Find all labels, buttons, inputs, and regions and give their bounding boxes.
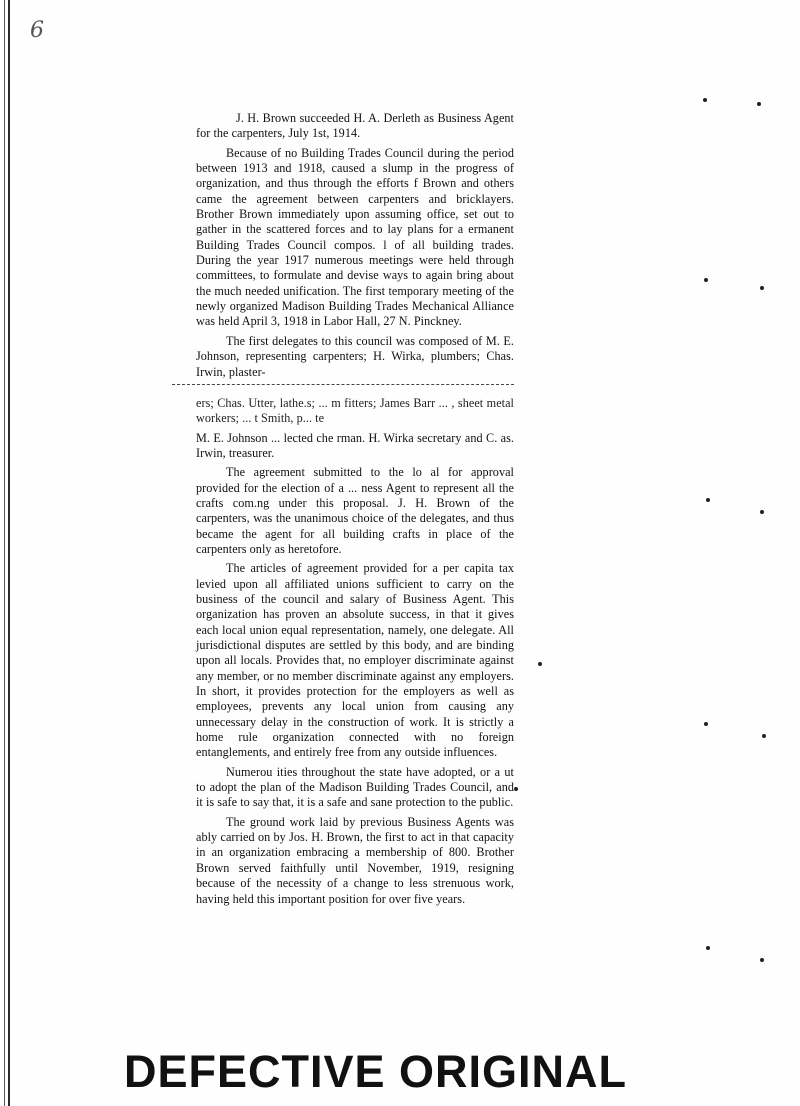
paragraph-agreement: The agreement submitted to the lo al for approval provided for the election of a ... ness Agent to represent all the crafts com.ng under this proposal. J. H. Brown of the carpenters, was the unanimous choice of the delegates, and thus became the agent for all building crafts in place of the carpenters only as heretofore. — [196, 465, 514, 556]
margin-speck — [706, 946, 710, 950]
paragraph-articles: The articles of agreement provided for a per capita tax levied upon all affiliated unions sufficient to carry on the business of the council and salary of Business Agent. This organization has proven an absolute success, in that it gives each local union equal representation, namely, one delegate. All jurisdictional disputes are settled by this body, and are binding upon all locals. Provides that, no employer discriminate against any member, or no member discriminate against any employers. In short, it provides protection for the employers as well as employees, prevents any local union from causing any unnecessary delay in the construction of work. It is strictly a home rule organization connected with no foreign entanglements, and entirely free from any outside influences. — [196, 561, 514, 760]
paragraph-ground-work: The ground work laid by previous Business Agents was ably carried on by Jos. H. Brown, the first to act in that capacity in an organization embracing a membership of 800. Brother Brown served faithfully until November, 1919, resigning because of the necessity of a change to less strenuous work, having held this important position for over five years. — [196, 814, 514, 906]
margin-speck — [760, 286, 764, 290]
paragraph-delegates-continued: ers; Chas. Utter, lathe.s; ... m fitters; James Barr ... , sheet metal workers; ... t Smith, p... te — [196, 395, 514, 426]
defective-original-stamp: DEFECTIVE ORIGINAL — [124, 1046, 628, 1097]
paragraph-brown-succeeded: J. H. Brown succeeded H. A. Derleth as Business Agent for the carpenters, July 1st, 1914. — [196, 111, 514, 141]
margin-speck — [704, 722, 708, 726]
margin-speck — [703, 98, 707, 102]
paragraph-cities-adopted: Numerou ities throughout the state have adopted, or a ut to adopt the plan of the Madison Building Trades Council, and it is safe to say that, it is a safe and sane protection to the public. — [196, 764, 514, 810]
margin-speck — [704, 278, 708, 282]
paragraph-no-council: Because of no Building Trades Council during the period between 1913 and 1918, caused a slump in the progress of organization, and thus through the efforts f Brown and others came the agreement between carpenters and bricklayers. Brother Brown immediately upon assuming office, set out to gather in the scattered forces and to lay plans for a ermanent Building Trades Council compos. l of all building trades. During the year 1917 numerous meetings were held through committees, to formulate and devise ways to again bring about the much needed unification. The first temporary meeting of the newly organized Madison Building Trades Mechanical Alliance was held April 3, 1918 in Labor Hall, 27 N. Pinckney. — [196, 145, 514, 329]
page-number: 6 — [30, 18, 44, 43]
margin-speck — [757, 102, 761, 106]
paragraph-officers: M. E. Johnson ... lected che rman. H. Wirka secretary and C. as. Irwin, treasurer. — [196, 430, 514, 460]
margin-speck — [760, 958, 764, 962]
paragraph-first-delegates: The first delegates to this council was composed of M. E. Johnson, representing carpenters; H. Wirka, plumbers; Chas. Irwin, plaster- — [196, 333, 514, 379]
scan-fold-line — [172, 384, 514, 386]
margin-speck — [760, 510, 764, 514]
margin-speck — [706, 498, 710, 502]
scan-edge-line — [4, 0, 5, 1106]
scan-edge-shadow — [8, 0, 10, 1106]
margin-speck — [538, 662, 542, 666]
margin-speck — [762, 734, 766, 738]
margin-speck — [514, 787, 518, 791]
article-column — [196, 111, 514, 911]
